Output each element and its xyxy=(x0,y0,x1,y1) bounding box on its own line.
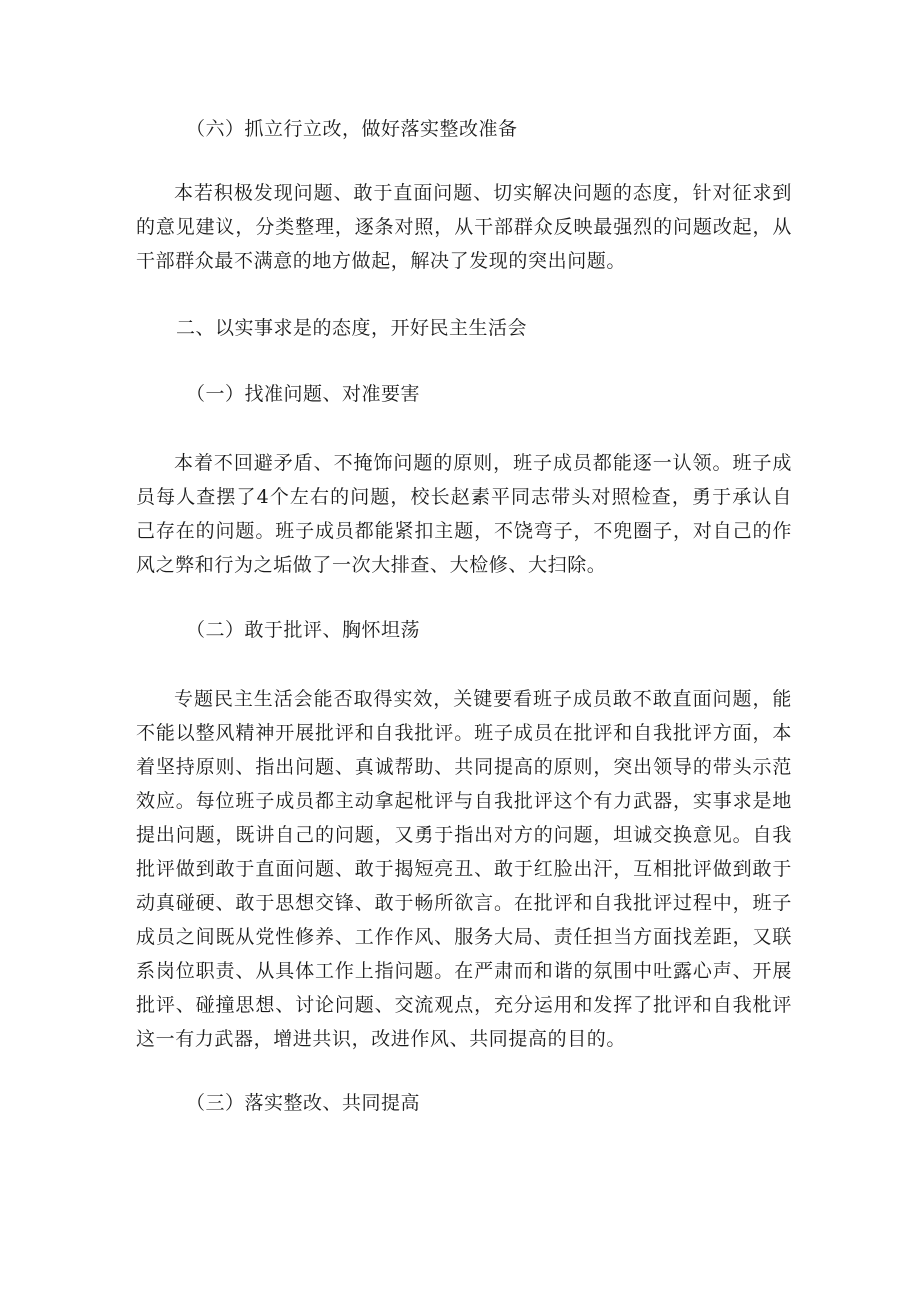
subheading-one: （一）找准问题、对准要害 xyxy=(186,383,421,405)
paragraph-criticism: 专题民主生活会能否取得实效，关键要看班子成员敢不敢直面问题，能不能以整风精神开展批评和自我批评。班子成员在批评和自我批评方面，本着坚持原则、指出问题、真诚帮助、共同提高的原则，突出领导的带头示范效应。每位班子成员都主动拿起枇评与自我批评这个有力武器，实事求是地提出问题，既讲自己的问题，又勇于指出对方的问题，坦诚交换意见。自我批评做到敢于直面问题、敢于揭短亮丑、敢于红脸出汗，互相批评做到敢于动真碰硬、敢于思想交锋、敢于畅所欲言。在批评和自我批评过程中，班子成员之间既从党性修养、工作作风、服务大局、责任担当方面找差距，又联系岗位职责、从具体工作上指问题。在严肃而和谐的氛围中吐露心声、开展批评、碰撞思想、讨论问题、交流观点，充分运用和发挥了批评和自我枇评这一有力武器，增进共识，改进作风、共同提高的目的。 xyxy=(136,688,792,1050)
subheading-three: （三）落实整改、共同提高 xyxy=(186,1092,421,1114)
section-heading-two: 二、以实事求是的态度，开好民主生活会 xyxy=(176,317,528,339)
paragraph-rectification: 本若积极发现问题、敢于直面问题、切实解决问题的态度，针对征求到的意见建议，分类整理，逐条对照，从干部群众反映最强烈的问题改起，从干部群众最不满意的地方做起，解决了发现的突出问题。 xyxy=(136,182,792,272)
paragraph-find-problems: 本着不回避矛盾、不掩饰问题的原则，班子成员都能逐一认领。班子成员每人查摆了4个左右的问题，校长赵素平同志带头对照检查，勇于承认自己存在的问题。班子成员都能紧扣主题，不饶弯子，不兜圈子，对自己的作风之弊和行为之垢做了一次大排查、大检修、大扫除。 xyxy=(136,452,792,576)
subheading-six: （六）抓立行立改，做好落实整改准备 xyxy=(186,118,518,140)
subheading-two: （二）敢于批评、胸怀坦荡 xyxy=(186,619,421,641)
